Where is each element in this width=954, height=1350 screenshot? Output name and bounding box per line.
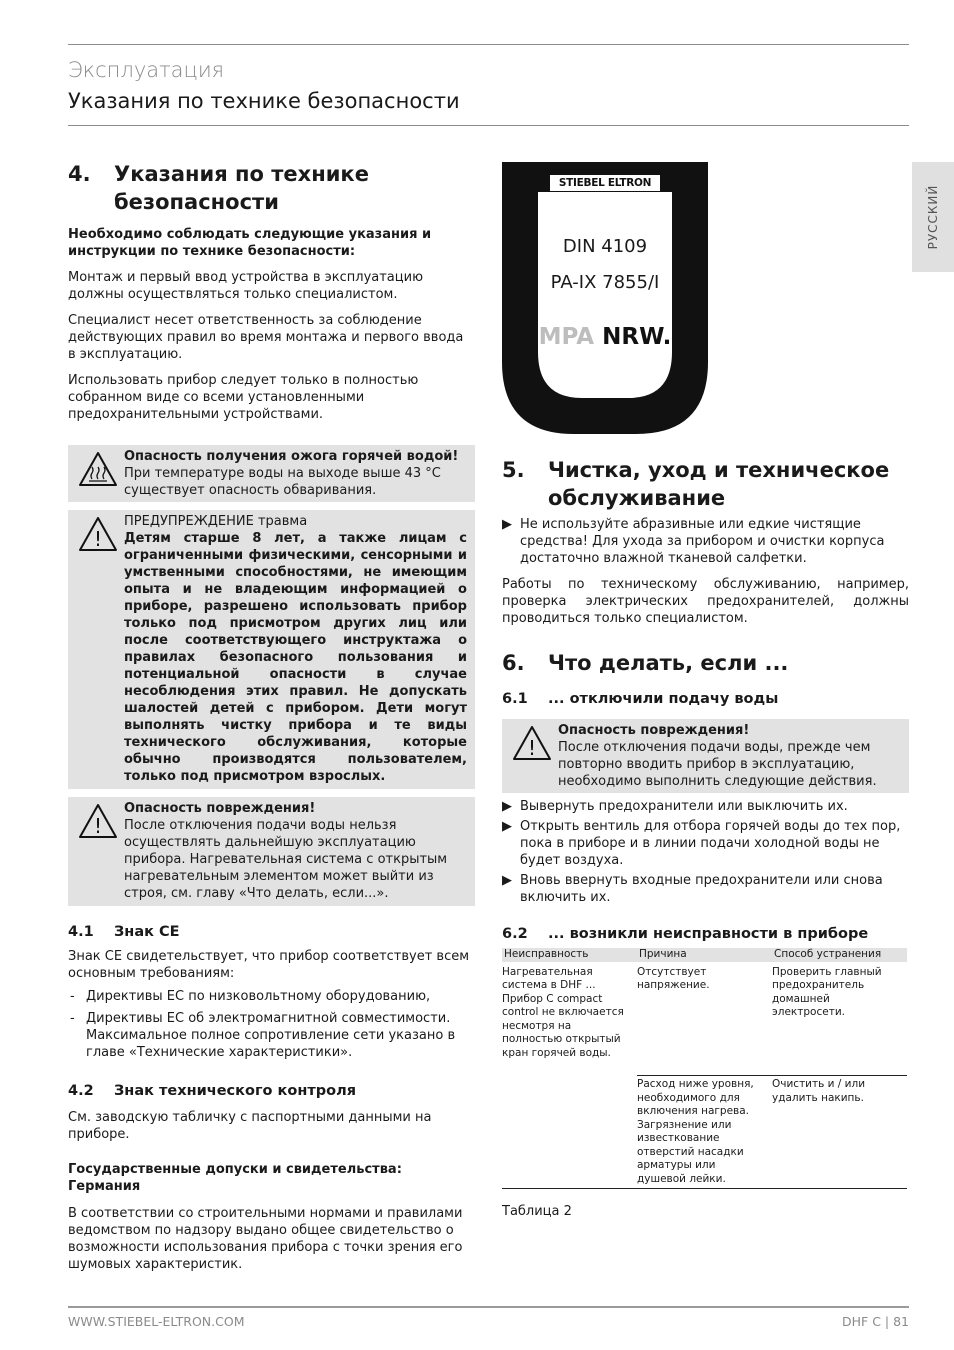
child-warning: ! ПРЕДУПРЕЖДЕНИЕ травма Детям старше 8 лет, а также лицам с ограниченными физическими, сенсорными и умственными способностями, не имеющим опыта и не владеющим информацией о приборе, разрешено использовать прибор только под присмотром других лиц или после соответствующего инструктажа о правилах безопасного пользования и потенциальной опасности в случае несоблюдения этих правил. Не допускать шалостей детей с прибором. Дети могут выполнять чистку прибора и те виды технического обслуживания, которые обычно производятся пользователем, только под присмотром взрослых. — [68, 510, 475, 789]
right-column — [502, 456, 909, 1220]
warning-icon — [78, 516, 118, 552]
water-warning: ! Опасность повреждения! После отключения подачи воды, прежде чем повторно вводить прибор в эксплуатацию, необходимо выполнить следующие действия. — [502, 719, 909, 793]
section-4-heading: 4. Указания по технике безопасности — [68, 162, 369, 214]
list-item: - Директивы ЕС об электромагнитной совместимости. Максимальное полное сопротивление сети указано в главе «Технические характеристики». — [70, 1011, 456, 1060]
list-item: ▶ Вывернуть предохранители или выключить их. — [502, 799, 848, 814]
s42-text2: В соответствии со строительными нормами и правилами ведомством по надзору выдано общее свидетельство о возможности использования прибора с точки зрения его шумовых характеристик. — [68, 1206, 463, 1272]
svg-text:!: ! — [93, 814, 103, 838]
table-header: Способ устранения — [772, 948, 907, 963]
warning-icon — [512, 725, 552, 761]
left-column — [68, 160, 475, 1273]
din-label: DIN 4109 — [562, 236, 648, 257]
section-4-1-heading: 4.1 Знак CE — [68, 924, 180, 940]
damage-warning: ! Опасность повреждения! После отключения подачи воды нельзя осуществлять дальнейшую эксплуатацию прибора. Нагревательная система с открытым нагревательным элементом может выйти из строя, см. главу «Что делать, если...». — [68, 797, 475, 906]
cause-cell: Расход ниже уровня, необходимого для включения нагрева. Загрязнение или известкование отверстий насадки арматуры или душевой лейки. — [637, 1076, 772, 1189]
brand-logo: STIEBEL ELTRON — [550, 175, 660, 191]
warning-icon — [78, 803, 118, 839]
header-top-rule — [68, 44, 909, 45]
list-item: ▶ Вновь ввернуть входные предохранители или снова включить их. — [502, 873, 883, 905]
table-caption: Таблица 2 — [502, 1204, 572, 1219]
svg-text:!: ! — [93, 527, 103, 551]
list-item: ▶ Не используйте абразивные или едкие чистящие средства! Для ухода за прибором и очистки корпуса достаточно влажной тканевой салфетки. — [502, 517, 885, 566]
approval-number: PA-IX 7855/I — [550, 272, 660, 293]
s4-p3: Использовать прибор следует только в полностью собранном виде со всеми установленными предохранительными устройствами. — [68, 373, 419, 422]
hot-surface-icon — [78, 451, 118, 487]
s4-intro: Необходимо соблюдать следующие указания и инструкции по технике безопасности: — [68, 227, 432, 259]
fault-cell: Нагревательная система в DHF ... Прибор C compact control не включается несмотря на полностью открытый кран горячей воды. — [502, 963, 637, 1189]
mpa-nrw-logo: MPA NRW. — [538, 324, 672, 350]
fix-cell: Проверить главный предохранитель домашней электросети. — [772, 963, 907, 1076]
s41-text: Знак CE свидетельствует, что прибор соответствует всем основным требованиям: — [68, 949, 470, 981]
section-6-2-heading: 6.2 ... возникли неисправности в приборе — [502, 926, 869, 942]
table-row — [502, 963, 907, 1076]
table-header: Неисправность — [502, 948, 637, 963]
svg-text:!: ! — [527, 736, 537, 760]
s42-subheading: Государственные допуски и свидетельства: Германия — [68, 1162, 402, 1194]
footer-rule — [68, 1306, 909, 1308]
header-subtitle: Указания по технике безопасности — [68, 89, 460, 113]
list-item: - Директивы ЕС по низковольтному оборудованию, — [70, 989, 431, 1004]
s4-p2: Специалист несет ответственность за соблюдение действующих правил во время монтажа и первого ввода в эксплуатацию. — [68, 313, 464, 362]
footer-url[interactable]: WWW.STIEBEL-ELTRON.COM — [68, 1314, 245, 1329]
s42-text: См. заводскую табличку с паспортными данными на приборе. — [68, 1110, 432, 1142]
certification-mark — [502, 162, 708, 434]
s4-p1: Монтаж и первый ввод устройства в эксплуатацию должны осуществляться только специалистом. — [68, 270, 424, 302]
footer-page-info: DHF C | 81 — [842, 1314, 909, 1329]
list-item: ▶ Открыть вентиль для отбора горячей воды до тех пор, пока в приборе и в линии подачи холодной воды не будет воздуха. — [502, 819, 901, 868]
section-4-2-heading: 4.2 Знак технического контроля — [68, 1083, 357, 1099]
table-header: Причина — [637, 948, 772, 963]
header-section: Эксплуатация — [68, 58, 225, 82]
cause-cell: Отсутствует напряжение. — [637, 963, 772, 1076]
language-tab[interactable]: РУССКИЙ — [912, 162, 954, 272]
section-6-heading: 6. Что делать, если ... — [502, 651, 789, 675]
section-6-1-heading: 6.1 ... отключили подачу воды — [502, 691, 779, 707]
header-bottom-rule — [68, 125, 909, 126]
u-mark-icon — [502, 162, 708, 434]
fix-cell: Очистить и / или удалить накипь. — [772, 1076, 907, 1189]
fault-table — [502, 948, 907, 1189]
s5-text: Работы по техническому обслуживанию, например, проверка электрических предохранителей, должны проводиться только специалистом. — [502, 577, 909, 626]
burn-warning: Опасность получения ожога горячей водой! При температуре воды на выходе выше 43 °C существует опасность обваривания. — [68, 445, 475, 502]
table-header-row — [502, 948, 907, 963]
section-5-heading: 5. Чистка, уход и техническое обслуживание — [502, 458, 890, 510]
